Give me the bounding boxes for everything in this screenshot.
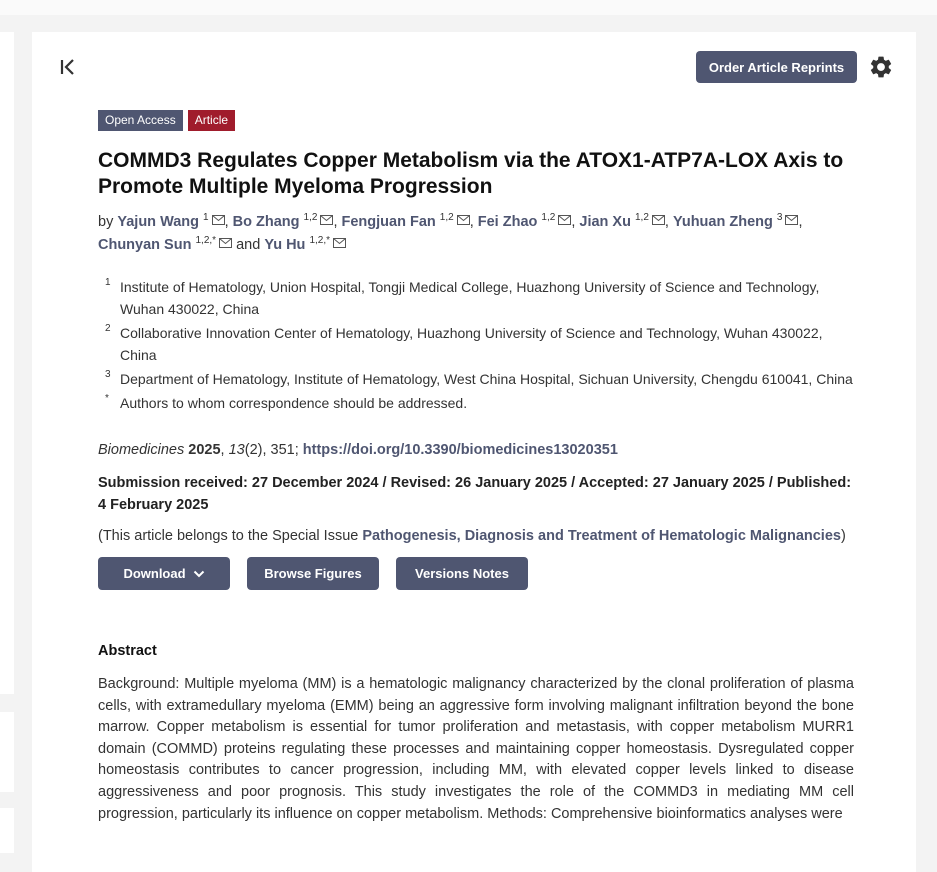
collapse-left-icon[interactable] [58, 56, 80, 78]
affiliation-text: Authors to whom correspondence should be addressed. [120, 395, 468, 411]
author-name[interactable]: Fei Zhao [477, 214, 538, 230]
versions-notes-button[interactable]: Versions Notes [396, 557, 528, 590]
browse-figures-button[interactable]: Browse Figures [247, 557, 379, 590]
special-issue-link[interactable]: Pathogenesis, Diagnosis and Treatment of Hematologic Malignancies [362, 528, 841, 544]
left-panel [0, 32, 14, 694]
affiliation-number: * [105, 393, 109, 404]
abstract-heading: Abstract [98, 643, 157, 659]
mail-icon[interactable] [785, 210, 798, 220]
author-sup: 1,2 [541, 212, 556, 223]
affiliation-item [98, 392, 854, 414]
mail-icon[interactable] [212, 210, 225, 220]
left-panel-bottom [0, 808, 14, 853]
by-label: by [98, 214, 114, 230]
author-sup: 1,2 [303, 212, 318, 223]
author-name[interactable]: Yajun Wang [117, 214, 199, 230]
mail-icon[interactable] [652, 210, 665, 220]
author-name[interactable]: Fengjuan Fan [341, 214, 436, 230]
gear-icon[interactable] [868, 54, 894, 80]
affiliation-number: 1 [105, 277, 111, 288]
and-label: and [236, 237, 261, 253]
affiliation-text: Department of Hematology, Institute of Hematology, West China Hospital, Sichuan University, Chengdu 610041, China [120, 371, 853, 387]
doi-link[interactable]: https://doi.org/10.3390/biomedicines13020351 [302, 442, 618, 458]
order-reprints-button[interactable]: Order Article Reprints [696, 51, 857, 83]
special-issue-prefix: (This article belongs to the Special Issue [98, 528, 363, 544]
author-name[interactable]: Yuhuan Zheng [672, 214, 773, 230]
download-label: Download [123, 566, 186, 581]
author-name[interactable]: Yu Hu [264, 237, 306, 253]
article-card [32, 32, 916, 872]
author-sup: 1 [203, 212, 209, 223]
publication-dates: Submission received: 27 December 2024 / Revised: 26 January 2025 / Accepted: 27 January 2025 / Published: 4 February 2025 [98, 475, 852, 513]
top-strip [0, 0, 937, 15]
affiliation-number: 2 [105, 323, 111, 334]
affiliation-item [98, 368, 854, 390]
author-sup: 1,2,* [309, 235, 331, 246]
tag-row [98, 110, 854, 131]
mail-icon[interactable] [457, 210, 470, 220]
special-issue-suffix: ) [840, 528, 846, 544]
special-issue-line [98, 528, 854, 544]
mail-icon[interactable] [558, 210, 571, 220]
affiliation-text: Collaborative Innovation Center of Hematology, Huazhong University of Science and Technology, Wuhan 430022, China [120, 325, 823, 363]
journal-volume: 13 [228, 442, 245, 458]
abstract-text: Background: Multiple myeloma (MM) is a hematologic malignancy characterized by the clonal proliferation of plasma cells, with extramedullary myeloma (EMM) being an aggressive form involving malignant infiltration beyond the bone marrow. Copper metabolism is essential for tumor proliferation and metastasis, with copper metabolism MURR1 domain (COMMD) proteins regulating these processes and maintaining copper homeostasis. Dysregulated copper homeostasis contributes to cancer progression, including MM, with elevated copper levels linked to disease aggressiveness and poor prognosis. This study investigates the role of the COMMD3 in mediating MM cell progression, particularly its influence on copper metabolism. Methods: Comprehensive bioinformatics analyses were [98, 676, 854, 822]
author-sup: 3 [776, 212, 783, 223]
mail-icon[interactable] [219, 233, 232, 243]
author-sup: 1,2,* [195, 235, 217, 246]
journal-name: Biomedicines [98, 442, 185, 458]
affiliation-item [98, 276, 854, 320]
affiliation-number: 3 [105, 369, 111, 380]
affiliation-text: Institute of Hematology, Union Hospital, Tongji Medical College, Huazhong University of Science and Technology, Wuhan 430022, China [120, 279, 820, 317]
author-sup: 1,2 [635, 212, 649, 223]
article-title: COMMD3 Regulates Copper Metabolism via the ATOX1-ATP7A-LOX Axis to Promote Multiple Myeloma Progression [98, 149, 844, 198]
affiliation-item [98, 322, 854, 366]
chevron-down-icon [193, 570, 205, 578]
journal-year: 2025 [188, 442, 221, 458]
article-content [98, 110, 854, 825]
mail-icon[interactable] [320, 210, 333, 220]
action-buttons [98, 557, 854, 590]
journal-issue-pages: (2), 351; [244, 442, 299, 458]
article-type-badge: Article [188, 110, 235, 131]
author-name[interactable]: Jian Xu [579, 214, 631, 230]
left-panel-lower [0, 712, 14, 792]
author-sup: 1,2 [439, 212, 454, 223]
author-list: by Yajun Wang $^1$ , Bo Zhang $^{1,2}$ , Fengjuan Fan $^{1,2}$ , Fei Zhao $^{1,2}$ , Jian Xu $^{1,2}$ , Yuhuan Zheng $^3$ , Chunyan Sun $^{1,2,*}$ and Yu Hu $^{1,2,*}$ [98, 212, 803, 253]
mail-icon[interactable] [333, 233, 346, 243]
author-name[interactable]: Bo Zhang [232, 214, 300, 230]
open-access-badge[interactable]: Open Access [98, 110, 183, 131]
download-button[interactable] [98, 557, 230, 590]
citation-line: Biomedicines 2025, 13(2), 351; https://doi.org/10.3390/biomedicines13020351 [98, 442, 618, 458]
author-name[interactable]: Chunyan Sun [98, 237, 192, 253]
affiliation-list [98, 276, 854, 414]
